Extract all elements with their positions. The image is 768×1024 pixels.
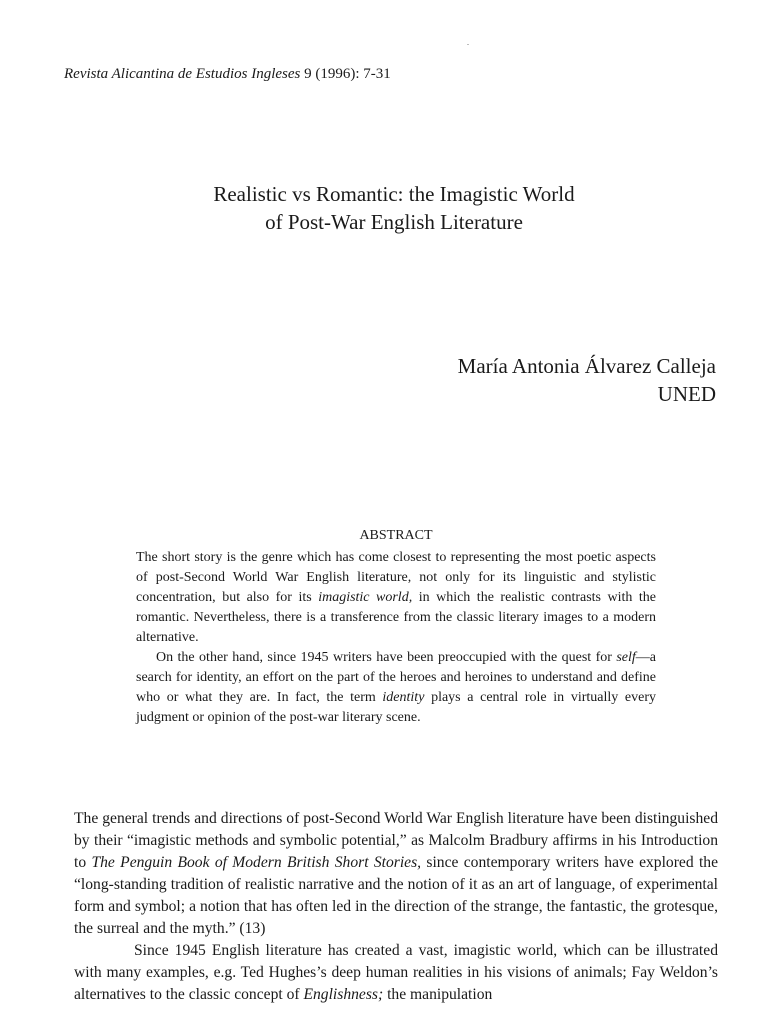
abstract-p1-emphasis: imagistic world, [318, 590, 413, 605]
abstract-p1-text-b: in which the realistic contrasts with the romantic. Nevertheless, there is a transference from the classic literary images to a modern alternative. [136, 590, 656, 645]
body-p2-text-a: Since 1945 English literature has created a vast, imagistic world, which can be illustrated with many examples, e.g. Ted Hughes’s deep human realities in his visions of animals; Fay Weldon’s alternatives to the classic concept of [74, 942, 718, 1003]
abstract-p2-text-a: On the other hand, since 1945 writers have been preoccupied with the quest for [156, 650, 617, 665]
abstract-p2-text-b: —a search for identity, an effort on the part of the heroes and heroines to understand and define who or what they are. In fact, the term [136, 650, 656, 705]
body-text [74, 808, 718, 1006]
abstract-paragraph-1 [136, 548, 656, 648]
abstract-heading: ABSTRACT [359, 528, 433, 543]
body-paragraph-2 [74, 940, 718, 1006]
body-p2-text-b: the manipulation [383, 986, 493, 1003]
journal-name: Revista Alicantina de Estudios Ingleses [64, 66, 301, 82]
body-p1-text-b: since contemporary writers have explored the “long-standing tradition of realistic narrative and the notion of it as an art of language, of experimental form and symbol; a notion that has often led in the direction of the strange, the fantastic, the grotesque, the surreal and the myth.” (13) [74, 854, 718, 937]
abstract-p1-text-a: The short story is the genre which has come closest to representing the most poetic aspects of post-Second World War English literature, not only for its linguistic and stylistic concentration, but also for its [136, 550, 656, 605]
title-line-2: of Post-War English Literature [265, 210, 523, 234]
abstract-p2-text-c: plays a central role in virtually every judgment or opinion of the post-war literary scene. [136, 690, 656, 725]
abstract-section [136, 526, 656, 728]
abstract-p2-emphasis-identity: identity [382, 690, 425, 705]
author-name: María Antonia Álvarez Calleja [457, 354, 716, 378]
journal-citation [64, 64, 391, 84]
scan-speck [467, 44, 469, 45]
author-block [458, 352, 716, 408]
author-affiliation: UNED [657, 382, 716, 406]
abstract-paragraph-2 [136, 648, 656, 728]
body-paragraph-1 [74, 808, 718, 940]
title-line-1: Realistic vs Romantic: the Imagistic World [213, 182, 575, 206]
paper-title [0, 180, 768, 236]
body-p1-text-a: The general trends and directions of post-Second World War English literature have been distinguished by their “imagistic methods and symbolic potential,” as Malcolm Bradbury affirms in his Introduction to [74, 810, 718, 871]
body-p1-book-title: The Penguin Book of Modern British Short Stories, [91, 854, 422, 871]
body-p2-emphasis: Englishness; [303, 986, 384, 1003]
journal-issue: 9 (1996): 7-31 [300, 66, 391, 82]
abstract-p2-emphasis-self: self [616, 650, 636, 665]
